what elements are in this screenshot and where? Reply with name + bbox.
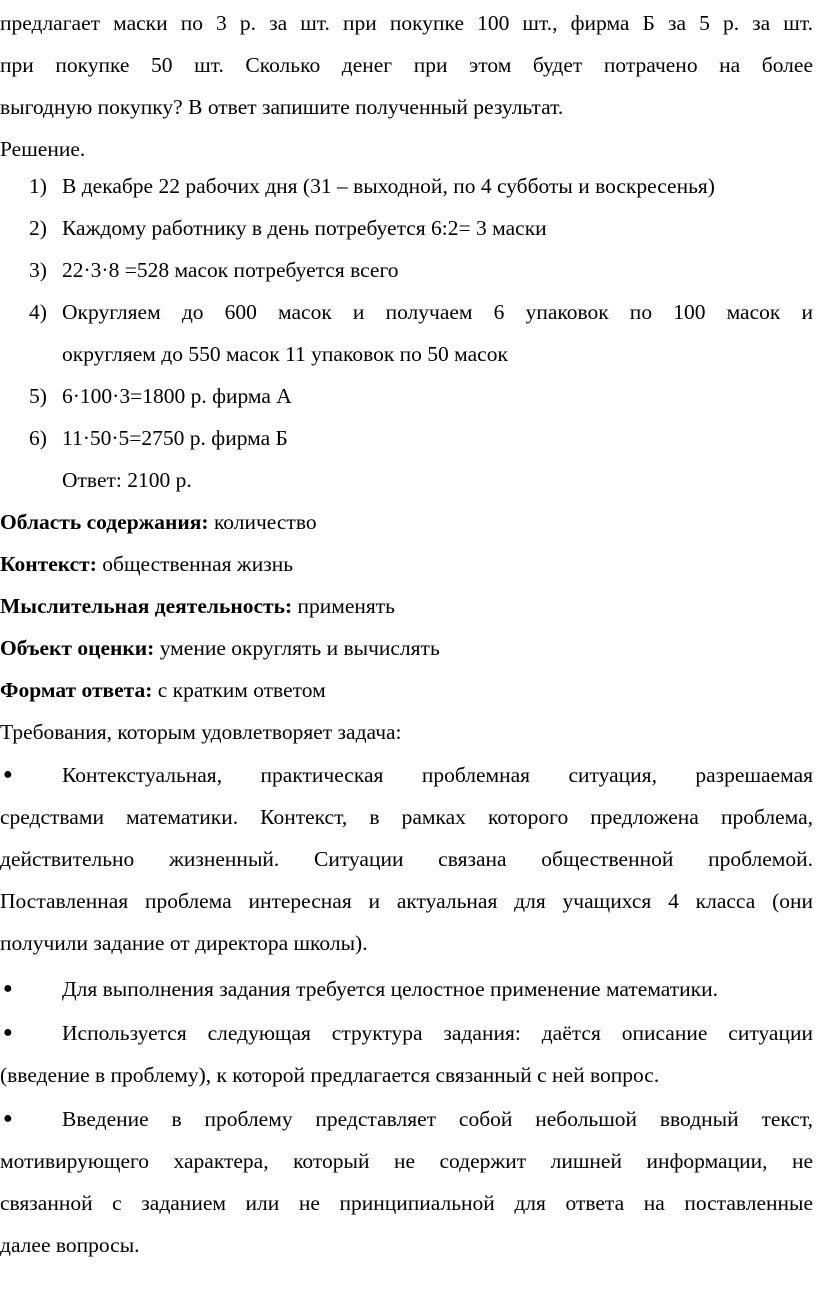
step-number: 4) <box>29 300 47 324</box>
requirement-text: Используется следующая структура задания: даётся описание ситуации <box>62 1021 813 1045</box>
meta-label: Объект оценки: <box>0 636 155 660</box>
step-text: 22·3·8 =528 масок потребуется всего <box>62 258 399 282</box>
requirement-text-continued: (введение в проблему), к которой предлагается связанный с ней вопрос. <box>0 1063 660 1087</box>
meta-label: Область содержания: <box>0 510 209 534</box>
step-number: 6) <box>29 426 47 450</box>
meta-value: количество <box>208 510 317 534</box>
meta-label: Контекст: <box>0 552 97 576</box>
meta-content-area <box>0 501 317 543</box>
meta-value: с кратким ответом <box>152 678 326 702</box>
step-number: 5) <box>29 384 47 408</box>
meta-answer-format <box>0 669 326 711</box>
step-text: В декабре 22 рабочих дня (31 – выходной, по 4 субботы и воскресенья) <box>62 174 715 198</box>
bullet-icon: ● <box>3 1110 13 1127</box>
solution-heading: Решение. <box>0 137 86 161</box>
step-text: 6·100·3=1800 р. фирма А <box>62 384 292 408</box>
requirement-text-continued: действительно жизненный. Ситуации связана общественной проблемой. <box>0 847 813 871</box>
meta-value: применять <box>292 594 395 618</box>
problem-line-3: выгодную покупку? В ответ запишите полученный результат. <box>0 95 564 119</box>
step-text: Каждому работнику в день потребуется 6:2= 3 маски <box>62 216 547 240</box>
bullet-icon: ● <box>3 766 13 783</box>
requirement-text-continued: средствами математики. Контекст, в рамках которого предложена проблема, <box>0 805 813 829</box>
step-number: 3) <box>29 258 47 282</box>
meta-assessment-object <box>0 627 440 669</box>
bullet-icon: ● <box>3 1024 13 1041</box>
step-text: 11·50·5=2750 р. фирма Б <box>62 426 288 450</box>
step-number: 1) <box>29 174 47 198</box>
solution-answer: Ответ: 2100 р. <box>62 468 192 492</box>
problem-line-2: при покупке 50 шт. Сколько денег при этом будет потрачено на более <box>0 53 813 77</box>
step-text-continued: округляем до 550 масок 11 упаковок по 50 масок <box>62 342 508 366</box>
meta-context <box>0 543 293 585</box>
requirement-text-continued: получили задание от директора школы). <box>0 931 368 955</box>
requirement-text-continued: далее вопросы. <box>0 1233 140 1257</box>
meta-value: общественная жизнь <box>96 552 294 576</box>
requirement-text-continued: связанной с заданием или не принципиальной для ответа на поставленные <box>0 1191 813 1215</box>
meta-value: умение округлять и вычислять <box>154 636 440 660</box>
requirement-text-continued: Поставленная проблема интересная и актуальная для учащихся 4 класса (они <box>0 889 813 913</box>
step-number: 2) <box>29 216 47 240</box>
problem-line-1: предлагает маски по 3 р. за шт. при покупке 100 шт., фирма Б за 5 р. за шт. <box>0 11 813 35</box>
bullet-icon: ● <box>3 980 13 997</box>
requirement-text: Для выполнения задания требуется целостное применение математики. <box>62 977 719 1001</box>
meta-label: Формат ответа: <box>0 678 153 702</box>
requirement-text-continued: мотивирующего характера, который не содержит лишней информации, не <box>0 1149 813 1173</box>
requirement-text: Введение в проблему представляет собой небольшой вводный текст, <box>62 1107 813 1131</box>
requirement-text: Контекстуальная, практическая проблемная ситуация, разрешаемая <box>62 763 813 787</box>
step-text: Округляем до 600 масок и получаем 6 упаковок по 100 масок и <box>62 300 813 324</box>
meta-thinking-activity <box>0 585 395 627</box>
requirements-heading: Требования, которым удовлетворяет задача: <box>0 720 402 744</box>
meta-label: Мыслительная деятельность: <box>0 594 293 618</box>
